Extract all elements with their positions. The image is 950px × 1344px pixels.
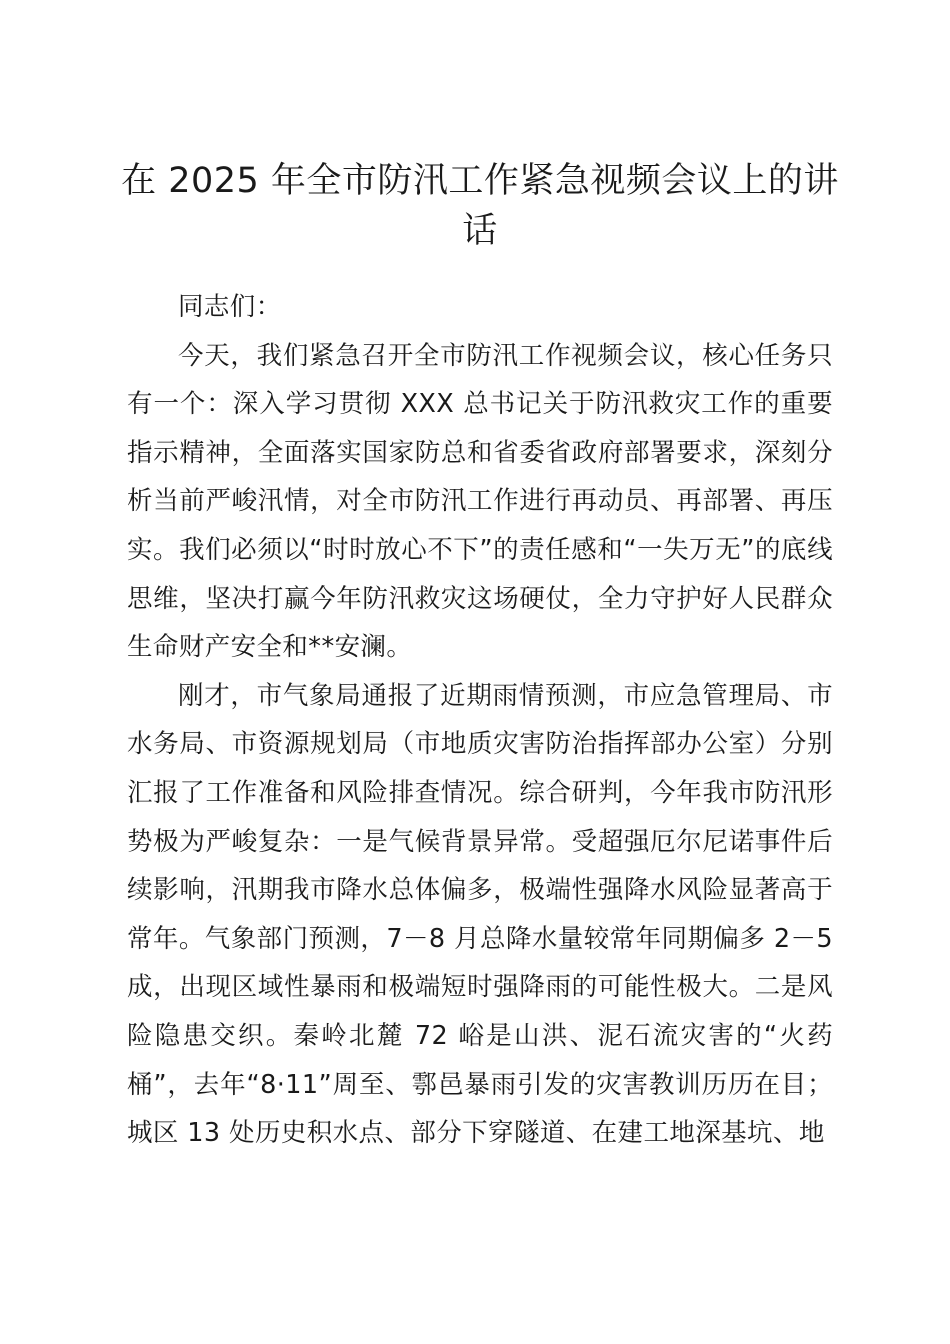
document-body [127,283,833,1158]
document-title: 在 2025 年全市防汛工作紧急视频会议上的讲话 [121,161,839,251]
salutation: 同志们： [178,292,282,322]
paragraph-opening: 今天，我们紧急召开全市防汛工作视频会议，核心任务只有一个：深入学习贯彻 XXX 总书记关于防汛救灾工作的重要指示精神，全面落实国家防总和省委省政府部署要求，深刻分析当前严峻汛情，对全市防汛工作进行再动员、再部署、再压实。我们必须以“时时放心不下”的责任感和“一失万无”的底线思维，坚决打赢今年防汛救灾这场硬仗，全力守护好人民群众生命财产安全和**安澜。 [127,340,833,663]
paragraph-situation: 刚才，市气象局通报了近期雨情预测，市应急管理局、市水务局、市资源规划局（市地质灾害防治指挥部办公室）分别汇报了工作准备和风险排查情况。综合研判，今年我市防汛形势极为严峻复杂：一是气候背景异常。受超强厄尔尼诺事件后续影响，汛期我市降水总体偏多，极端性强降水风险显著高于常年。气象部门预测，7－8 月总降水量较常年同期偏多 2－5 成，出现区域性暴雨和极端短时强降雨的可能性极大。二是风险隐患交织。秦岭北麓 72 峪是山洪、泥石流灾害的“火药桶”，去年“8·11”周至、鄠邑暴雨引发的灾害教训历历在目；城区 13 处历史积水点、部分下穿隧道、在建工地深基坑、地 [127,680,833,1149]
